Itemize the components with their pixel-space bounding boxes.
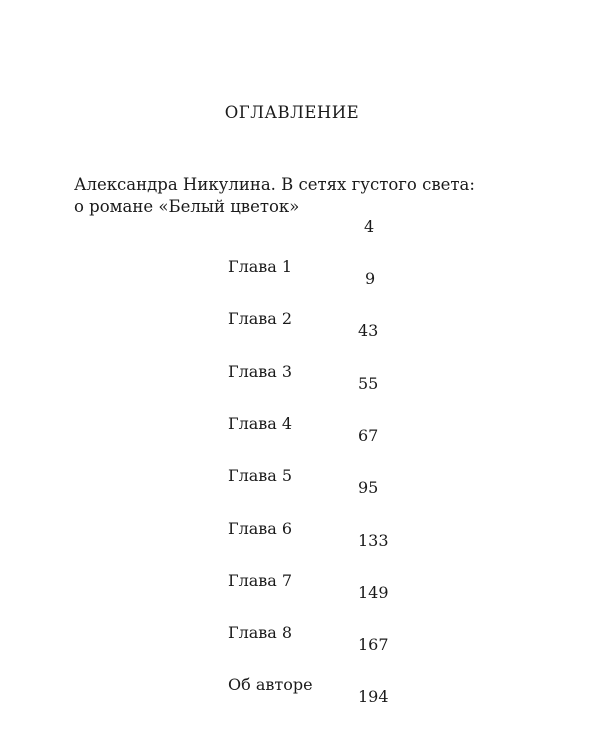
toc-entry-label: Глава 3: [228, 361, 293, 381]
toc-intro-line-1: Александра Никулина. В сетях густого света:: [74, 175, 475, 194]
toc-entry-label: Глава 1: [228, 257, 293, 276]
toc-entry-label: Глава 4: [228, 413, 293, 433]
toc-entry-label: Глава 7: [228, 570, 293, 590]
toc-entry-page-number: 9: [365, 269, 376, 288]
toc-entry-page-number: 194: [358, 687, 389, 707]
toc-entry-page-number: 67: [358, 425, 379, 445]
toc-entry-page-number: 167: [358, 635, 389, 655]
toc-intro-page-number: 4: [364, 217, 375, 236]
toc-entry-page-number: 43: [358, 321, 379, 341]
toc-entry-label: Глава 6: [228, 518, 293, 538]
toc-entry-label: Об авторе: [228, 675, 313, 695]
toc-entry-page-number: 55: [358, 373, 379, 393]
toc-entry-label: Глава 2: [228, 309, 293, 329]
toc-heading: ОГЛАВЛЕНИЕ: [224, 103, 360, 122]
toc-entry-label: Глава 8: [228, 623, 293, 643]
toc-entry-page-number: 95: [358, 478, 379, 498]
toc-entry-page-number: 133: [358, 530, 389, 550]
toc-entry-label: Глава 5: [228, 466, 293, 486]
toc-entry-page-number: 149: [358, 582, 389, 602]
toc-intro-line-2: о романе «Белый цветок»: [74, 197, 300, 216]
